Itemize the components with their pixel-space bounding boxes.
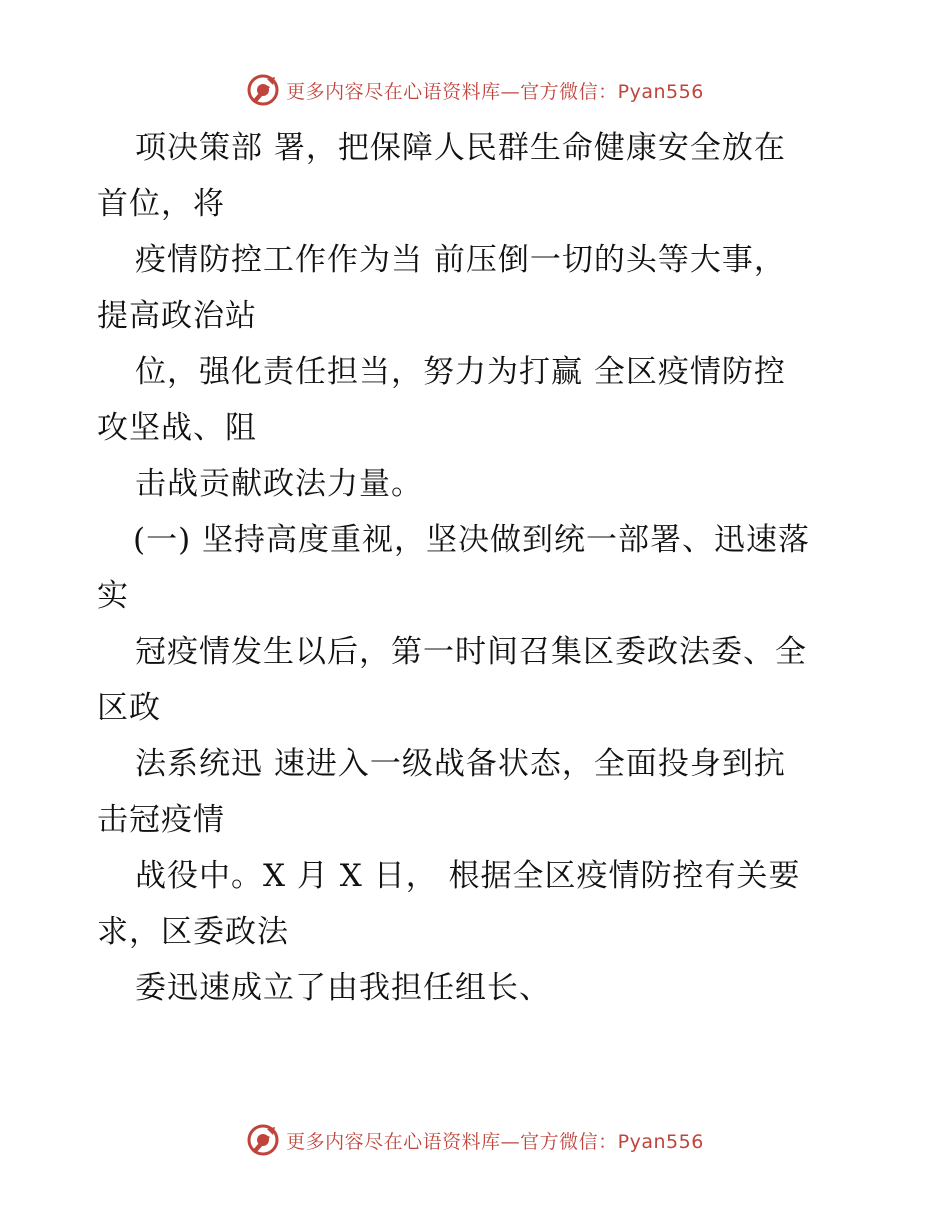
text-line: 冠疫情发生以后，第一时间召集区委政法委、全: [135, 634, 807, 670]
text-line: 攻坚战、阻: [97, 410, 257, 446]
banner-text: [286, 77, 704, 104]
text-line: 击冠疫情: [97, 802, 225, 838]
brand-logo-icon: [246, 1123, 280, 1157]
text-line: 法系统迅 速进入一级战备状态，全面投身到抗: [135, 746, 786, 782]
text-line: 击战贡献政法力量。: [135, 466, 423, 502]
text-line: 项决策部 署，把保障人民群生命健康安全放在: [135, 130, 786, 166]
banner-wechat-handle: Pyan556: [617, 1130, 704, 1153]
text-line: 委迅速成立了由我担任组长、: [135, 970, 551, 1006]
brand-logo-icon: [246, 73, 280, 107]
header-banner: [0, 70, 950, 110]
text-line: 战役中。X 月 X 日， 根据全区疫情防控有关要: [135, 858, 801, 894]
banner-promo-text: 更多内容尽在心语资料库—官方微信：: [286, 80, 618, 103]
text-line: 首位，将: [97, 186, 225, 222]
banner-wechat-handle: Pyan556: [617, 80, 704, 103]
banner-text: [286, 1127, 704, 1154]
text-line: 求，区委政法: [97, 914, 289, 950]
text-line: 位，强化责任担当，努力为打赢 全区疫情防控: [135, 354, 786, 390]
text-line: 提高政治站: [97, 298, 257, 334]
document-body: [97, 120, 857, 1016]
text-line: 疫情防控工作作为当 前压倒一切的头等大事，: [135, 242, 786, 278]
footer-banner: [0, 1120, 950, 1160]
text-line: 实: [97, 578, 129, 614]
banner-promo-text: 更多内容尽在心语资料库—官方微信：: [286, 1130, 618, 1153]
text-line: 区政: [97, 690, 161, 726]
text-line: (一) 坚持高度重视，坚决做到统一部署、迅速落: [133, 522, 811, 558]
